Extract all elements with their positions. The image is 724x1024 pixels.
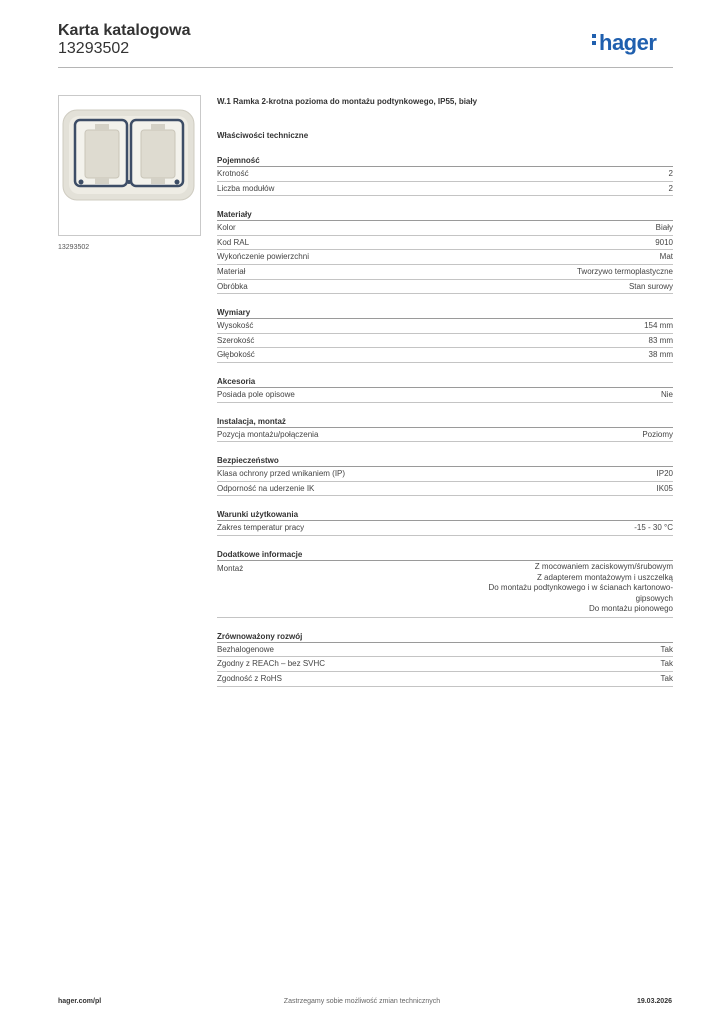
spec-section — [217, 154, 673, 196]
spec-value-line: Do montażu pionowego — [588, 604, 673, 614]
spec-label: Klasa ochrony przed wnikaniem (IP) — [217, 469, 346, 479]
spec-value — [488, 562, 673, 615]
section-title: Wymiary — [217, 306, 673, 319]
spec-value: 154 mm — [644, 321, 673, 331]
hager-logo — [592, 30, 656, 56]
spec-row — [217, 221, 673, 236]
spec-value: Nie — [660, 389, 673, 399]
spec-row — [217, 428, 673, 443]
image-caption: 13293502 — [58, 244, 90, 251]
spec-label: Liczba modułów — [217, 183, 275, 193]
spec-label: Kolor — [217, 223, 236, 233]
spec-label: Zakres temperatur pracy — [217, 523, 305, 533]
spec-value-line: Z adapterem montażowym i uszczelką — [536, 572, 673, 582]
section-title: Akcesoria — [217, 375, 673, 388]
footer-disclaimer: Zastrzegamy sobie możliwość zmian technicznych — [283, 998, 441, 1005]
spec-label: Montaż — [217, 563, 244, 573]
product-title: W.1 Ramka 2-krotna pozioma do montażu podtynkowego, IP55, biały — [217, 97, 478, 106]
spec-row — [217, 521, 673, 536]
spec-value-line: Z mocowaniem zaciskowym/śrubowym — [534, 561, 673, 571]
spec-section — [217, 415, 673, 443]
spec-row — [217, 657, 673, 672]
double-frame-icon — [59, 96, 200, 235]
section-title: Zrównoważony rozwój — [217, 630, 673, 643]
spec-value: 9010 — [655, 237, 673, 247]
spec-value: 83 mm — [648, 335, 673, 345]
spec-row — [217, 643, 673, 658]
spec-value: 2 — [668, 183, 673, 193]
spec-section — [217, 208, 673, 294]
spec-value: IP20 — [656, 469, 673, 479]
spec-section — [217, 630, 673, 687]
spec-label: Wykończenie powierzchni — [217, 252, 309, 262]
spec-value: Poziomy — [642, 429, 673, 439]
spec-value: 38 mm — [648, 350, 673, 360]
spec-label: Zgodny z REACh – bez SVHC — [217, 659, 326, 669]
spec-row — [217, 167, 673, 182]
logo-dots-icon — [592, 34, 598, 48]
spec-label: Pozycja montażu/połączenia — [217, 429, 319, 439]
spec-section — [217, 454, 673, 496]
spec-section — [217, 306, 673, 363]
spec-label: Głębokość — [217, 350, 255, 360]
spec-row — [217, 467, 673, 482]
product-image — [58, 95, 201, 236]
section-title: Instalacja, montaż — [217, 415, 673, 428]
properties-heading: Właściwości techniczne — [217, 131, 309, 140]
spec-row — [217, 319, 673, 334]
spec-value-line: gipsowych — [635, 593, 673, 603]
spec-label: Wysokość — [217, 321, 254, 331]
spec-value: 2 — [668, 169, 673, 178]
spec-value: IK05 — [656, 483, 673, 493]
section-title: Dodatkowe informacje — [217, 548, 673, 561]
spec-label: Bezhalogenowe — [217, 644, 274, 654]
spec-row — [217, 250, 673, 265]
spec-row — [217, 334, 673, 349]
spec-value: Tak — [660, 644, 673, 654]
spec-sections — [217, 154, 673, 687]
section-title: Bezpieczeństwo — [217, 454, 673, 467]
spec-value: Stan surowy — [628, 281, 673, 291]
spec-row — [217, 236, 673, 251]
spec-value-line: Do montażu podtynkowego i w ścianach kartonowo- — [488, 583, 673, 593]
spec-row — [217, 265, 673, 280]
spec-value: Mat — [659, 252, 673, 262]
spec-label: Materiał — [217, 266, 246, 276]
spec-section — [217, 508, 673, 536]
spec-row — [217, 280, 673, 295]
spec-row — [217, 672, 673, 687]
spec-content — [217, 95, 673, 687]
spec-label: Kod RAL — [217, 237, 250, 247]
spec-value: Tak — [660, 659, 673, 669]
spec-row — [217, 182, 673, 197]
document-title: Karta katalogowa — [58, 22, 191, 39]
section-title: Warunki użytkowania — [217, 508, 673, 521]
footer-date: 19.03.2026 — [636, 998, 672, 1005]
product-code: 13293502 — [58, 40, 130, 57]
logo-text: hager — [599, 30, 657, 55]
spec-section — [217, 548, 673, 618]
header-divider — [58, 67, 673, 68]
spec-label: Zgodność z RoHS — [217, 674, 282, 684]
spec-label: Obróbka — [217, 281, 248, 291]
spec-label: Krotność — [217, 169, 249, 178]
spec-value: Tak — [660, 674, 673, 684]
spec-value: Tworzywo termoplastyczne — [576, 266, 673, 276]
spec-row — [217, 388, 673, 403]
spec-value: -15 - 30 °C — [634, 523, 673, 533]
spec-row — [217, 348, 673, 363]
spec-label: Odporność na uderzenie IK — [217, 483, 315, 493]
spec-row — [217, 561, 673, 618]
spec-label: Posiada pole opisowe — [217, 389, 295, 399]
section-title: Pojemność — [217, 154, 673, 167]
footer-website: hager.com/pl — [58, 998, 102, 1005]
section-title: Materiały — [217, 208, 673, 221]
spec-row — [217, 482, 673, 497]
spec-section — [217, 375, 673, 403]
spec-label: Szerokość — [217, 335, 255, 345]
spec-value: Biały — [655, 223, 673, 233]
